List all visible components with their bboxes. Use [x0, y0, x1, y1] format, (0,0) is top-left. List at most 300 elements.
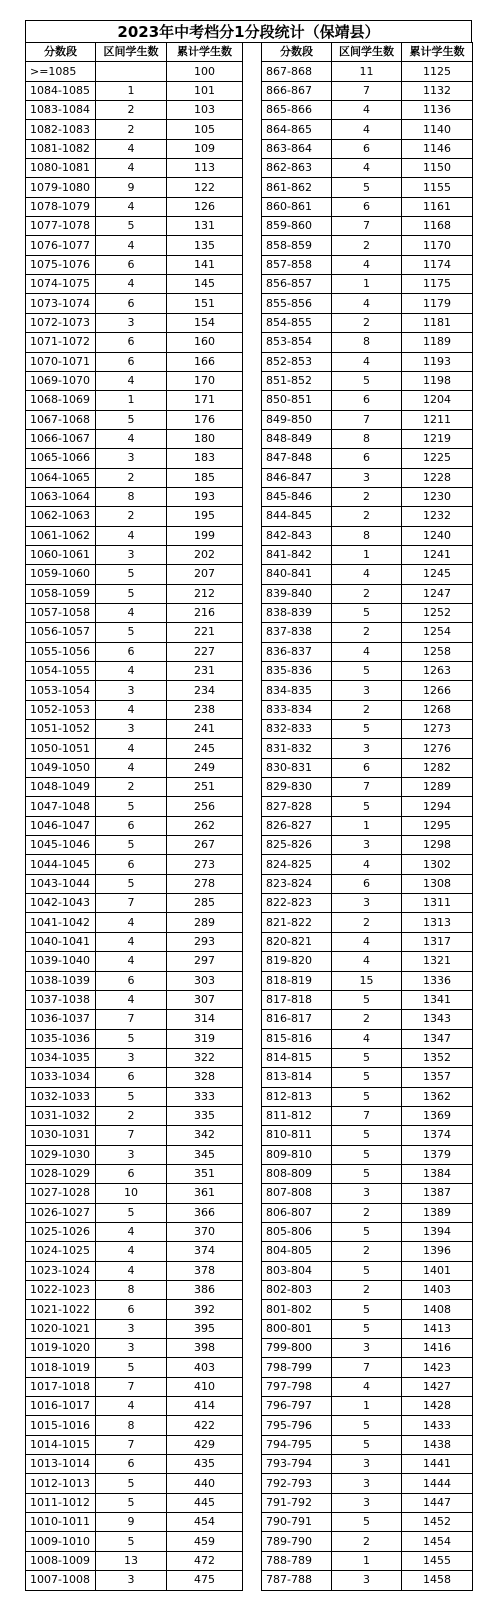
score-range-cell-right: 840-841: [262, 565, 332, 584]
score-range-cell-right: 825-826: [262, 836, 332, 855]
cumulative-count-cell-right: 1140: [402, 120, 473, 139]
column-gap: [243, 81, 262, 100]
score-range-cell-right: 863-864: [262, 139, 332, 158]
cumulative-count-cell: 322: [167, 1048, 243, 1067]
score-range-cell: 1044-1045: [26, 855, 96, 874]
score-range-cell: 1062-1063: [26, 507, 96, 526]
cumulative-count-cell: 285: [167, 894, 243, 913]
interval-count-cell-right: 3: [332, 1493, 402, 1512]
cumulative-count-cell-right: 1247: [402, 584, 473, 603]
interval-count-cell-right: 6: [332, 758, 402, 777]
score-range-cell-right: 822-823: [262, 894, 332, 913]
cumulative-count-cell-right: 1441: [402, 1455, 473, 1474]
header-interval-count: 区间学生数: [96, 43, 167, 62]
score-range-cell: 1053-1054: [26, 681, 96, 700]
column-gap: [243, 565, 262, 584]
cumulative-count-cell: 234: [167, 681, 243, 700]
header-interval-count-right: 区间学生数: [332, 43, 402, 62]
interval-count-cell: 3: [96, 720, 167, 739]
column-gap: [243, 62, 262, 81]
interval-count-cell: 5: [96, 1493, 167, 1512]
interval-count-cell-right: 2: [332, 1532, 402, 1551]
cumulative-count-cell: 273: [167, 855, 243, 874]
interval-count-cell: 5: [96, 1029, 167, 1048]
cumulative-count-cell-right: 1219: [402, 429, 473, 448]
table-row: [26, 1358, 473, 1377]
column-gap: [243, 43, 262, 62]
cumulative-count-cell: 333: [167, 1087, 243, 1106]
cumulative-count-cell: 241: [167, 720, 243, 739]
cumulative-count-cell-right: 1298: [402, 836, 473, 855]
table-row: [26, 1493, 473, 1512]
interval-count-cell: 5: [96, 217, 167, 236]
cumulative-count-cell-right: 1413: [402, 1319, 473, 1338]
interval-count-cell-right: 2: [332, 236, 402, 255]
score-range-cell-right: 787-788: [262, 1571, 332, 1590]
column-gap: [243, 1106, 262, 1125]
table-row: [26, 1029, 473, 1048]
interval-count-cell: 7: [96, 894, 167, 913]
interval-count-cell: 5: [96, 565, 167, 584]
interval-count-cell-right: 2: [332, 1281, 402, 1300]
table-row: [26, 913, 473, 932]
column-gap: [243, 1532, 262, 1551]
interval-count-cell-right: 6: [332, 874, 402, 893]
interval-count-cell: 5: [96, 1474, 167, 1493]
table-row: [26, 623, 473, 642]
cumulative-count-cell: 472: [167, 1551, 243, 1570]
cumulative-count-cell: 370: [167, 1222, 243, 1241]
score-range-cell: 1077-1078: [26, 217, 96, 236]
cumulative-count-cell: 216: [167, 603, 243, 622]
interval-count-cell-right: 1: [332, 275, 402, 294]
column-gap: [243, 449, 262, 468]
column-gap: [243, 139, 262, 158]
score-range-cell: 1017-1018: [26, 1377, 96, 1396]
interval-count-cell-right: 4: [332, 565, 402, 584]
score-range-cell: 1052-1053: [26, 700, 96, 719]
cumulative-count-cell: 392: [167, 1300, 243, 1319]
interval-count-cell-right: 5: [332, 371, 402, 390]
column-gap: [243, 739, 262, 758]
cumulative-count-cell: 135: [167, 236, 243, 255]
cumulative-count-cell-right: 1374: [402, 1126, 473, 1145]
cumulative-count-cell-right: 1232: [402, 507, 473, 526]
score-range-cell: 1012-1013: [26, 1474, 96, 1493]
score-range-cell: 1009-1010: [26, 1532, 96, 1551]
interval-count-cell: 9: [96, 1513, 167, 1532]
cumulative-count-cell-right: 1433: [402, 1416, 473, 1435]
cumulative-count-cell: 459: [167, 1532, 243, 1551]
column-gap: [243, 275, 262, 294]
column-gap: [243, 932, 262, 951]
cumulative-count-cell-right: 1394: [402, 1222, 473, 1241]
interval-count-cell-right: 4: [332, 952, 402, 971]
column-gap: [243, 545, 262, 564]
score-range-cell: 1018-1019: [26, 1358, 96, 1377]
table-row: [26, 720, 473, 739]
cumulative-count-cell-right: 1384: [402, 1164, 473, 1183]
cumulative-count-cell: 351: [167, 1164, 243, 1183]
score-range-cell: 1081-1082: [26, 139, 96, 158]
interval-count-cell: 4: [96, 275, 167, 294]
interval-count-cell-right: 3: [332, 739, 402, 758]
score-range-cell: 1076-1077: [26, 236, 96, 255]
score-range-cell: 1084-1085: [26, 81, 96, 100]
cumulative-count-cell: 131: [167, 217, 243, 236]
interval-count-cell-right: 4: [332, 1029, 402, 1048]
table-row: [26, 971, 473, 990]
cumulative-count-cell-right: 1198: [402, 371, 473, 390]
score-range-cell: 1075-1076: [26, 255, 96, 274]
cumulative-count-cell: 238: [167, 700, 243, 719]
cumulative-count-cell: 100: [167, 62, 243, 81]
score-range-cell: 1073-1074: [26, 294, 96, 313]
table-row: [26, 313, 473, 332]
cumulative-count-cell: 378: [167, 1261, 243, 1280]
interval-count-cell-right: 2: [332, 1010, 402, 1029]
score-range-cell: 1068-1069: [26, 391, 96, 410]
cumulative-count-cell: 319: [167, 1029, 243, 1048]
interval-count-cell-right: 6: [332, 197, 402, 216]
interval-count-cell: 8: [96, 1281, 167, 1300]
cumulative-count-cell-right: 1313: [402, 913, 473, 932]
cumulative-count-cell: 314: [167, 1010, 243, 1029]
interval-count-cell-right: 7: [332, 1106, 402, 1125]
interval-count-cell-right: 6: [332, 139, 402, 158]
cumulative-count-cell: 126: [167, 197, 243, 216]
column-gap: [243, 468, 262, 487]
column-gap: [243, 1010, 262, 1029]
cumulative-count-cell: 170: [167, 371, 243, 390]
interval-count-cell: 2: [96, 778, 167, 797]
interval-count-cell: 2: [96, 507, 167, 526]
score-range-cell-right: 811-812: [262, 1106, 332, 1125]
interval-count-cell: 5: [96, 874, 167, 893]
column-gap: [243, 1358, 262, 1377]
interval-count-cell-right: 5: [332, 990, 402, 1009]
table-row: [26, 739, 473, 758]
score-range-cell: 1036-1037: [26, 1010, 96, 1029]
score-range-cell-right: 799-800: [262, 1339, 332, 1358]
column-gap: [243, 313, 262, 332]
column-gap: [243, 1261, 262, 1280]
table-row: [26, 178, 473, 197]
score-range-cell: 1043-1044: [26, 874, 96, 893]
cumulative-count-cell-right: 1352: [402, 1048, 473, 1067]
interval-count-cell-right: 3: [332, 836, 402, 855]
interval-count-cell-right: 6: [332, 391, 402, 410]
table-row: [26, 371, 473, 390]
column-gap: [243, 1377, 262, 1396]
cumulative-count-cell-right: 1311: [402, 894, 473, 913]
column-gap: [243, 429, 262, 448]
cumulative-count-cell-right: 1423: [402, 1358, 473, 1377]
table-row: [26, 952, 473, 971]
score-range-cell-right: 835-836: [262, 662, 332, 681]
cumulative-count-cell-right: 1347: [402, 1029, 473, 1048]
cumulative-count-cell: 445: [167, 1493, 243, 1512]
column-gap: [243, 197, 262, 216]
cumulative-count-cell: 166: [167, 352, 243, 371]
interval-count-cell-right: 7: [332, 410, 402, 429]
column-gap: [243, 700, 262, 719]
table-row: [26, 1203, 473, 1222]
score-range-cell: 1011-1012: [26, 1493, 96, 1512]
cumulative-count-cell: 227: [167, 642, 243, 661]
column-gap: [243, 371, 262, 390]
score-range-cell-right: 814-815: [262, 1048, 332, 1067]
score-range-cell: 1056-1057: [26, 623, 96, 642]
interval-count-cell-right: 5: [332, 1261, 402, 1280]
score-range-cell: 1030-1031: [26, 1126, 96, 1145]
table-header-row: [26, 43, 473, 62]
interval-count-cell-right: 2: [332, 507, 402, 526]
table-row: [26, 1164, 473, 1183]
table-row: [26, 391, 473, 410]
interval-count-cell: 3: [96, 681, 167, 700]
cumulative-count-cell-right: 1175: [402, 275, 473, 294]
cumulative-count-cell: 109: [167, 139, 243, 158]
score-range-cell: 1072-1073: [26, 313, 96, 332]
interval-count-cell: 4: [96, 739, 167, 758]
table-row: [26, 894, 473, 913]
interval-count-cell-right: 8: [332, 429, 402, 448]
table-row: [26, 1435, 473, 1454]
cumulative-count-cell: 361: [167, 1184, 243, 1203]
score-range-cell-right: 796-797: [262, 1397, 332, 1416]
score-range-cell: 1049-1050: [26, 758, 96, 777]
score-range-cell: 1007-1008: [26, 1571, 96, 1590]
score-range-cell: >=1085: [26, 62, 96, 81]
score-range-cell: 1051-1052: [26, 720, 96, 739]
score-range-cell: 1014-1015: [26, 1435, 96, 1454]
interval-count-cell-right: 5: [332, 1416, 402, 1435]
column-gap: [243, 642, 262, 661]
column-gap: [243, 603, 262, 622]
interval-count-cell-right: 5: [332, 1126, 402, 1145]
cumulative-count-cell: 293: [167, 932, 243, 951]
cumulative-count-cell: 374: [167, 1242, 243, 1261]
score-range-cell: 1055-1056: [26, 642, 96, 661]
cumulative-count-cell-right: 1408: [402, 1300, 473, 1319]
cumulative-count-cell-right: 1193: [402, 352, 473, 371]
interval-count-cell-right: 3: [332, 1455, 402, 1474]
cumulative-count-cell-right: 1452: [402, 1513, 473, 1532]
interval-count-cell: 3: [96, 313, 167, 332]
score-range-cell-right: 790-791: [262, 1513, 332, 1532]
interval-count-cell-right: 5: [332, 797, 402, 816]
interval-count-cell: 4: [96, 197, 167, 216]
cumulative-count-cell: 171: [167, 391, 243, 410]
table-row: [26, 1339, 473, 1358]
interval-count-cell: 6: [96, 1300, 167, 1319]
interval-count-cell-right: 5: [332, 178, 402, 197]
cumulative-count-cell-right: 1379: [402, 1145, 473, 1164]
score-range-cell: 1034-1035: [26, 1048, 96, 1067]
score-range-cell: 1038-1039: [26, 971, 96, 990]
table-row: [26, 1184, 473, 1203]
cumulative-count-cell: 278: [167, 874, 243, 893]
score-table-sheet: [25, 20, 472, 1591]
score-range-cell-right: 808-809: [262, 1164, 332, 1183]
column-gap: [243, 1571, 262, 1590]
table-row: [26, 603, 473, 622]
column-gap: [243, 662, 262, 681]
column-gap: [243, 507, 262, 526]
interval-count-cell: 6: [96, 255, 167, 274]
cumulative-count-cell-right: 1161: [402, 197, 473, 216]
cumulative-count-cell: 141: [167, 255, 243, 274]
cumulative-count-cell-right: 1125: [402, 62, 473, 81]
cumulative-count-cell-right: 1132: [402, 81, 473, 100]
interval-count-cell: 7: [96, 1126, 167, 1145]
score-range-cell: 1060-1061: [26, 545, 96, 564]
score-range-cell: 1013-1014: [26, 1455, 96, 1474]
interval-count-cell-right: 4: [332, 120, 402, 139]
score-range-cell-right: 817-818: [262, 990, 332, 1009]
score-range-cell-right: 864-865: [262, 120, 332, 139]
interval-count-cell: 3: [96, 1319, 167, 1338]
table-row: [26, 1551, 473, 1570]
column-gap: [243, 816, 262, 835]
score-range-cell-right: 847-848: [262, 449, 332, 468]
score-range-cell-right: 789-790: [262, 1532, 332, 1551]
interval-count-cell-right: 7: [332, 778, 402, 797]
column-gap: [243, 894, 262, 913]
table-row: [26, 468, 473, 487]
cumulative-count-cell-right: 1150: [402, 159, 473, 178]
column-gap: [243, 1222, 262, 1241]
score-range-cell-right: 866-867: [262, 81, 332, 100]
cumulative-count-cell: 328: [167, 1068, 243, 1087]
cumulative-count-cell: 122: [167, 178, 243, 197]
cumulative-count-cell: 221: [167, 623, 243, 642]
table-row: [26, 797, 473, 816]
table-row: [26, 159, 473, 178]
table-row: [26, 1474, 473, 1493]
column-gap: [243, 178, 262, 197]
cumulative-count-cell-right: 1447: [402, 1493, 473, 1512]
score-range-cell: 1057-1058: [26, 603, 96, 622]
score-range-cell: 1021-1022: [26, 1300, 96, 1319]
table-row: [26, 62, 473, 81]
interval-count-cell: 7: [96, 1010, 167, 1029]
table-row: [26, 778, 473, 797]
column-gap: [243, 1029, 262, 1048]
table-row: [26, 874, 473, 893]
column-gap: [243, 1551, 262, 1570]
score-range-cell-right: 841-842: [262, 545, 332, 564]
cumulative-count-cell-right: 1438: [402, 1435, 473, 1454]
interval-count-cell-right: 3: [332, 894, 402, 913]
cumulative-count-cell-right: 1181: [402, 313, 473, 332]
score-range-cell: 1061-1062: [26, 526, 96, 545]
score-range-cell-right: 812-813: [262, 1087, 332, 1106]
interval-count-cell-right: 8: [332, 333, 402, 352]
interval-count-cell: [96, 62, 167, 81]
cumulative-count-cell: 231: [167, 662, 243, 681]
interval-count-cell-right: 2: [332, 487, 402, 506]
cumulative-count-cell-right: 1240: [402, 526, 473, 545]
column-gap: [243, 1300, 262, 1319]
interval-count-cell: 3: [96, 1339, 167, 1358]
table-row: [26, 120, 473, 139]
score-range-cell-right: 844-845: [262, 507, 332, 526]
cumulative-count-cell: 414: [167, 1397, 243, 1416]
score-range-cell-right: 793-794: [262, 1455, 332, 1474]
interval-count-cell-right: 4: [332, 932, 402, 951]
interval-count-cell: 5: [96, 1087, 167, 1106]
interval-count-cell: 6: [96, 294, 167, 313]
score-range-cell: 1063-1064: [26, 487, 96, 506]
table-row: [26, 449, 473, 468]
interval-count-cell-right: 2: [332, 1242, 402, 1261]
interval-count-cell: 4: [96, 932, 167, 951]
column-gap: [243, 971, 262, 990]
score-range-cell-right: 797-798: [262, 1377, 332, 1396]
column-gap: [243, 255, 262, 274]
score-range-cell-right: 838-839: [262, 603, 332, 622]
interval-count-cell-right: 4: [332, 294, 402, 313]
score-range-cell-right: 826-827: [262, 816, 332, 835]
cumulative-count-cell: 113: [167, 159, 243, 178]
score-range-cell-right: 853-854: [262, 333, 332, 352]
column-gap: [243, 101, 262, 120]
cumulative-count-cell-right: 1343: [402, 1010, 473, 1029]
column-gap: [243, 236, 262, 255]
score-range-cell: 1067-1068: [26, 410, 96, 429]
table-row: [26, 758, 473, 777]
interval-count-cell-right: 2: [332, 584, 402, 603]
score-range-cell-right: 846-847: [262, 468, 332, 487]
column-gap: [243, 333, 262, 352]
interval-count-cell: 2: [96, 468, 167, 487]
table-row: [26, 1397, 473, 1416]
cumulative-count-cell: 303: [167, 971, 243, 990]
table-row: [26, 700, 473, 719]
cumulative-count-cell: 297: [167, 952, 243, 971]
table-row: [26, 681, 473, 700]
score-range-cell: 1069-1070: [26, 371, 96, 390]
score-range-cell-right: 833-834: [262, 700, 332, 719]
cumulative-count-cell-right: 1416: [402, 1339, 473, 1358]
table-body: [26, 43, 473, 1591]
table-row: [26, 526, 473, 545]
table-row: [26, 429, 473, 448]
interval-count-cell: 4: [96, 371, 167, 390]
interval-count-cell: 3: [96, 1048, 167, 1067]
cumulative-count-cell-right: 1282: [402, 758, 473, 777]
score-range-cell: 1040-1041: [26, 932, 96, 951]
cumulative-count-cell: 262: [167, 816, 243, 835]
score-range-cell: 1046-1047: [26, 816, 96, 835]
score-range-cell: 1074-1075: [26, 275, 96, 294]
cumulative-count-cell: 176: [167, 410, 243, 429]
interval-count-cell-right: 7: [332, 1358, 402, 1377]
score-range-cell-right: 801-802: [262, 1300, 332, 1319]
interval-count-cell: 1: [96, 81, 167, 100]
column-gap: [243, 410, 262, 429]
score-range-cell: 1054-1055: [26, 662, 96, 681]
score-range-cell-right: 788-789: [262, 1551, 332, 1570]
cumulative-count-cell: 398: [167, 1339, 243, 1358]
score-range-cell-right: 820-821: [262, 932, 332, 951]
interval-count-cell: 5: [96, 623, 167, 642]
interval-count-cell-right: 3: [332, 1571, 402, 1590]
table-row: [26, 836, 473, 855]
interval-count-cell-right: 2: [332, 913, 402, 932]
